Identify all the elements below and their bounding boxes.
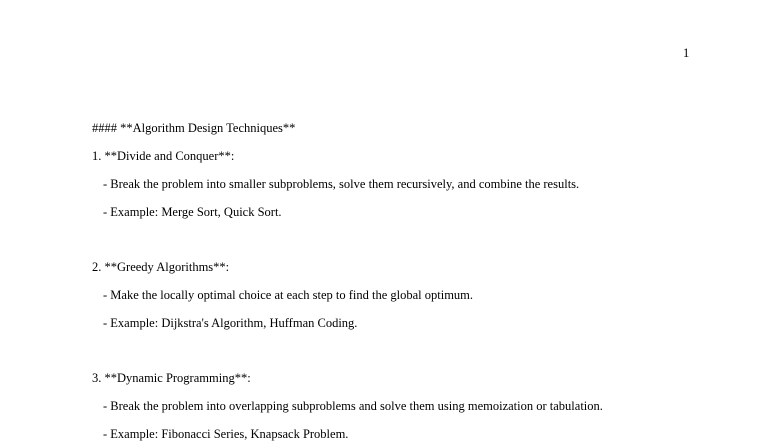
section-title-greedy-algorithms: 2. **Greedy Algorithms**: [92, 260, 230, 274]
section-title-divide-and-conquer: 1. **Divide and Conquer**: [92, 149, 235, 163]
bullet-item: - Example: Dijkstra's Algorithm, Huffman Coding. [103, 316, 358, 330]
bullet-item: - Break the problem into overlapping subproblems and solve them using memoization or tabulation. [103, 399, 603, 413]
bullet-item: - Break the problem into smaller subproblems, solve them recursively, and combine the results. [103, 177, 580, 191]
bullet-item: - Example: Merge Sort, Quick Sort. [103, 205, 282, 219]
page-number: 1 [683, 46, 690, 60]
section-heading: #### **Algorithm Design Techniques** [92, 121, 296, 135]
bullet-item: - Make the locally optimal choice at each step to find the global optimum. [103, 288, 474, 302]
bullet-item: - Example: Fibonacci Series, Knapsack Problem. [103, 427, 349, 441]
section-title-dynamic-programming: 3. **Dynamic Programming**: [92, 371, 251, 385]
